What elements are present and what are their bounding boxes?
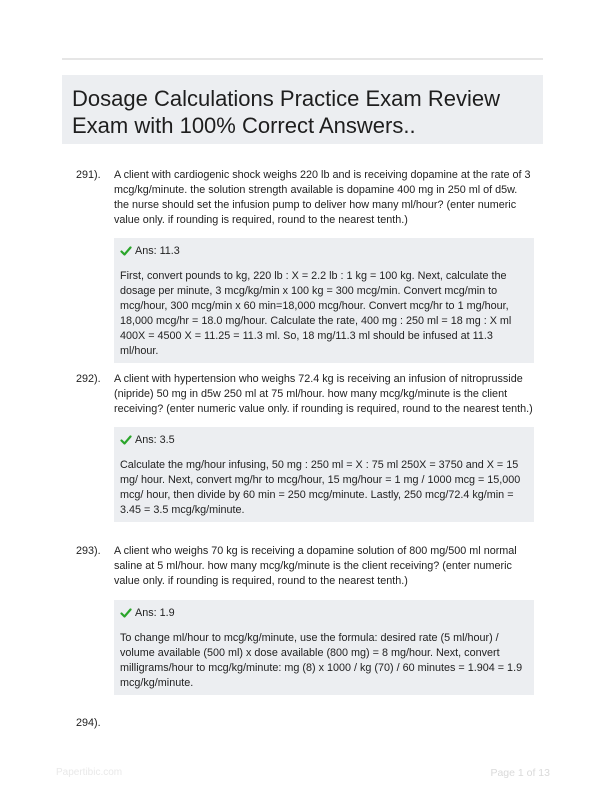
checkmark-icon xyxy=(120,607,132,619)
answer-box xyxy=(114,600,534,695)
question-number: 294). xyxy=(76,717,101,729)
page-title: Dosage Calculations Practice Exam Review Exam with 100% Correct Answers.. xyxy=(72,86,500,138)
checkmark-icon xyxy=(120,245,132,257)
answer-box xyxy=(114,238,534,363)
question-number: 291). xyxy=(76,169,101,181)
title-banner xyxy=(62,75,543,144)
question-text: A client with cardiogenic shock weighs 220 lb and is receiving dopamine at the rate of 3 mcg/kg/minute. the solution strength available is dopamine 400 mg in 250 ml of d5w. the nurse should set the infusion pump to deliver how many ml/hour? (enter numeric value only. if rounding is required, round to the nearest tenth.) xyxy=(114,169,531,226)
answer-explanation: First, convert pounds to kg, 220 lb : X = 2.2 lb : 1 kg = 100 kg. Next, calculate the dosage per minute, 3 mcg/kg/min x 100 kg = 300 mcg/min. Convert mcg/min to mcg/hour, 300 mcg/min x 60 min=18,000 mcg/hour. Convert mcg/hr to 1 mg/hour, 18,000 mcg/hr = 18.0 mg/hour. Calculate the rate, 400 mg : 250 ml = 18 mg : X ml 400X = 4500 X = 11.25 = 11.3 ml. So, 18 mg/11.3 ml should be infused at 11.3 ml/hour. xyxy=(120,270,512,357)
answer-line xyxy=(120,242,528,259)
answer-explanation: To change ml/hour to mcg/kg/minute, use the formula: desired rate (5 ml/hour) / volume available (500 ml) x dose available (800 mg) = 8 mg/hour. Next, convert milligrams/hour to mcg/kg/minute: mg (8) x 1000 / kg (70) / 60 minutes = 1.904 = 1.9 mcg/kg/minute. xyxy=(120,632,523,689)
answer-line xyxy=(120,431,528,448)
footer-site: Papertibic.com xyxy=(56,767,123,778)
question-text: A client with hypertension who weighs 72.4 kg is receiving an infusion of nitroprusside (nipride) 50 mg in d5w 250 ml at 75 ml/hour. how many mcg/kg/minute is the client receiving? (enter numeric value only. if rounding is required, round to the nearest tenth.) xyxy=(114,373,533,415)
answer-line xyxy=(120,604,528,621)
checkmark-icon xyxy=(120,434,132,446)
question-text: A client who weighs 70 kg is receiving a dopamine solution of 800 mg/500 ml normal saline at 5 ml/hour. how many mcg/kg/minute is the client receiving? (enter numeric value only. if rounding is required, round to the nearest tenth.) xyxy=(114,545,517,587)
answer-box xyxy=(114,427,534,522)
answer-explanation: Calculate the mg/hour infusing, 50 mg : 250 ml = X : 75 ml 250X = 3750 and X = 15 mg/ hour. Next, convert mg/hr to mcg/hour, 15 mg/hour = 1 mg / 1000 mcg = 15,000 mcg/ hour, then divide by 60 min = 250 mcg/minute. Lastly, 250 mcg/72.4 kg/min = 3.45 = 3.5 mcg/kg/minute. xyxy=(120,459,521,516)
top-divider xyxy=(62,58,543,60)
answer-value: Ans: 3.5 xyxy=(135,433,175,446)
footer-page-number: Page 1 of 13 xyxy=(490,767,550,779)
answer-value: Ans: 1.9 xyxy=(135,606,175,619)
question-number: 292). xyxy=(76,373,101,385)
question-number: 293). xyxy=(76,545,101,557)
answer-value: Ans: 11.3 xyxy=(135,244,180,257)
